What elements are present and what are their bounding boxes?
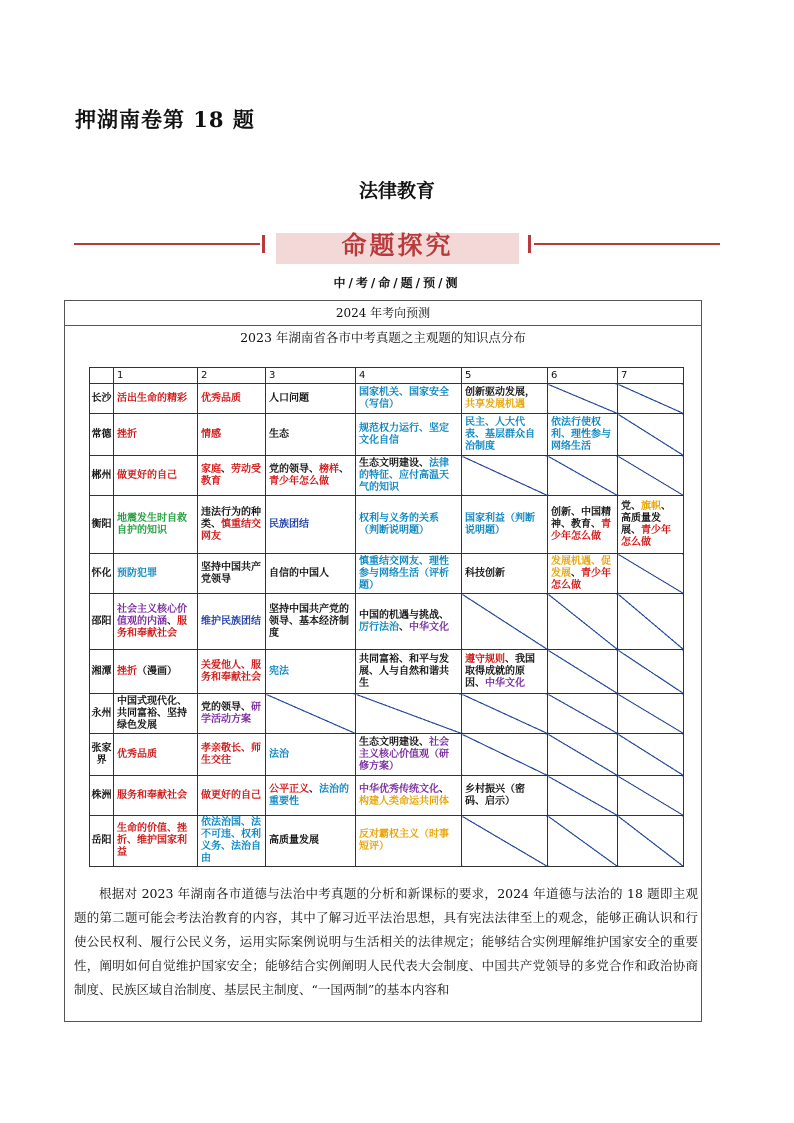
topic-cell (198, 734, 266, 776)
topic-cell (618, 496, 684, 554)
city-cell: 衡阳 (90, 496, 114, 554)
topic-cell (198, 594, 266, 650)
table-row (90, 456, 684, 496)
topic-text: 、 (439, 783, 449, 795)
topic-cell (266, 456, 356, 496)
topic-cell (356, 594, 462, 650)
topic-text: 做更好的自己 (117, 469, 177, 481)
column-header: 7 (618, 368, 684, 384)
topic-text: 中国的机遇与挑战、 (359, 609, 449, 621)
topic-text: 研学活动方案 (201, 701, 261, 725)
analysis-paragraph: 根据对 2023 年湖南各市道德与法治中考真题的分析和新课标的要求，2024 年道德与法治的 18 题即主观题的第二题可能会考法治教育的内容，其中了解习近平法治思想，具有宪法法律至上的观念，能够正确认识和行使公民权利、履行公民义务，运用实际案例说明与生活相关的法律规定；能够结合实例理解维护国家安全的重要性，阐明如何自觉维护国家安全；能够结合实例阐明人民代表大会制度、中国共产党领导的多党合作和政治协商制度、民族区域自治制度、基层民主制度、“一国两制”的基本内容和 (74, 886, 698, 997)
topic-text: 、我国取得成就的原因、 (465, 653, 535, 689)
table-row (90, 816, 684, 867)
topic-text: 预防犯罪 (117, 567, 157, 579)
topic-text: 公平正义 (269, 783, 309, 795)
empty-cell (462, 734, 548, 776)
topic-text: 青少年怎么做 (621, 524, 671, 548)
topic-text: 民主、人大代表、基层群众自治制度 (465, 416, 535, 452)
topic-text: 榜样 (319, 463, 339, 475)
topic-cell (198, 694, 266, 734)
topic-text: 情感 (201, 428, 221, 440)
topic-cell (114, 816, 198, 867)
empty-cell (548, 734, 618, 776)
topic-text: 服务和奉献社会 (117, 615, 187, 639)
topic-text: 优秀品质 (117, 748, 157, 760)
topic-text: 、 (399, 621, 409, 633)
topic-text: 人口问题 (269, 392, 309, 404)
table-row (90, 414, 684, 456)
column-header: 6 (548, 368, 618, 384)
topic-text: 构建人类命运共同体 (359, 795, 449, 807)
empty-cell (548, 694, 618, 734)
topic-text: 生态 (269, 428, 289, 440)
topic-text: 生态文明建设、 (359, 457, 429, 469)
topic-cell (114, 594, 198, 650)
city-cell: 怀化 (90, 554, 114, 594)
topic-text: 优秀品质 (201, 392, 241, 404)
empty-cell (618, 816, 684, 867)
topic-text: 科技创新 (465, 567, 505, 579)
topic-text: 青少年怎么做 (269, 475, 329, 487)
banner-tick-left (262, 235, 265, 253)
topic-cell (356, 496, 462, 554)
topic-cell (114, 734, 198, 776)
table-row (90, 496, 684, 554)
page-heading: 押湖南卷第 18 题 (75, 107, 255, 132)
column-header: 4 (356, 368, 462, 384)
topic-cell (266, 650, 356, 694)
topic-text: 、 (221, 463, 231, 475)
topic-text: 自信的中国人 (269, 567, 329, 579)
city-cell: 邵阳 (90, 594, 114, 650)
topic-text: 反对霸权主义（时事短评） (359, 829, 449, 852)
topic-cell (462, 650, 548, 694)
topic-text: 孝亲敬长、师生交往 (201, 742, 261, 766)
banner-line-left (74, 243, 260, 245)
topic-cell (462, 414, 548, 456)
empty-cell (356, 694, 462, 734)
topic-cell (198, 496, 266, 554)
empty-cell (618, 594, 684, 650)
topic-text: 中华优秀传统文化 (359, 783, 439, 795)
topic-text: 社会主义核心价值观的内涵 (117, 603, 187, 627)
topic-text: 慎重结交网友 (201, 518, 261, 542)
topic-text: 法律的特征、应付高温天气的知识 (359, 457, 449, 493)
city-cell: 永州 (90, 694, 114, 734)
city-cell: 岳阳 (90, 816, 114, 867)
topic-cell (266, 776, 356, 816)
column-header (90, 368, 114, 384)
topic-cell (198, 414, 266, 456)
topic-cell (114, 650, 198, 694)
topic-cell (114, 694, 198, 734)
empty-cell (618, 650, 684, 694)
topic-cell (114, 384, 198, 414)
topic-cell (356, 554, 462, 594)
topic-text: 党的领导、 (269, 463, 319, 475)
topic-cell (356, 816, 462, 867)
topic-text: 坚持中国共产党领导 (201, 561, 261, 585)
knowledge-distribution-table (89, 367, 684, 867)
topic-text: 、 (309, 783, 319, 795)
topic-text: 依法行使权利、理性参与网络生活 (551, 416, 611, 452)
empty-cell (618, 776, 684, 816)
topic-text: 中华文化 (485, 677, 525, 689)
empty-cell (266, 694, 356, 734)
topic-text: 活出生命的精彩 (117, 392, 187, 404)
topic-cell (114, 554, 198, 594)
table-row (90, 650, 684, 694)
topic-text: 生态文明建设、 (359, 736, 429, 748)
banner-tick-right (528, 235, 531, 253)
topic-cell (198, 816, 266, 867)
topic-text: 坚持中国共产党的领导、基本经济制度 (269, 603, 349, 639)
city-cell: 张家界 (90, 734, 114, 776)
box-title: 2024 年考向预测 (65, 301, 701, 326)
empty-cell (548, 776, 618, 816)
topic-text: 党的领导、 (201, 701, 251, 713)
empty-cell (548, 384, 618, 414)
topic-text: 国家机关、国家安全（写信） (359, 386, 449, 410)
topic-cell (266, 414, 356, 456)
topic-cell (462, 554, 548, 594)
topic-cell (266, 496, 356, 554)
topic-cell (266, 734, 356, 776)
empty-cell (462, 456, 548, 496)
topic-text: 家庭 (201, 463, 221, 475)
banner-title: 命题探究 (341, 231, 454, 260)
city-cell: 株洲 (90, 776, 114, 816)
topic-text: 生命的价值、挫折、维护国家利益 (117, 823, 187, 858)
topic-cell (356, 776, 462, 816)
topic-cell (462, 776, 548, 816)
section-banner (74, 230, 720, 264)
topic-text: 、 (571, 567, 581, 579)
topic-text: 规范权力运行、坚定文化自信 (359, 422, 449, 446)
topic-cell (266, 554, 356, 594)
empty-cell (618, 694, 684, 734)
subject-title: 法律教育 (358, 180, 435, 202)
topic-cell (462, 496, 548, 554)
topic-cell (266, 384, 356, 414)
topic-text: 依法治国、法不可违、权利义务、法治自由 (201, 817, 261, 864)
topic-text: 关爱他人、服务和奉献社会 (201, 659, 261, 683)
column-header: 5 (462, 368, 548, 384)
empty-cell (618, 384, 684, 414)
topic-text: 服务和奉献社会 (117, 789, 187, 801)
empty-cell (462, 816, 548, 867)
empty-cell (618, 734, 684, 776)
topic-text: 宪法 (269, 665, 289, 677)
empty-cell (548, 816, 618, 867)
topic-text: 地震发生时自救自护的知识 (117, 512, 187, 536)
topic-text: 劳动受教育 (201, 463, 261, 487)
topic-cell (198, 554, 266, 594)
table-row (90, 554, 684, 594)
column-header: 3 (266, 368, 356, 384)
topic-text: 乡村振兴（密码、启示） (465, 783, 525, 807)
topic-text: 、高质量发展、 (621, 500, 671, 536)
column-header: 1 (114, 368, 198, 384)
topic-text: 共享发展机遇 (465, 398, 525, 410)
topic-cell (356, 456, 462, 496)
topic-text: 厉行法治 (359, 621, 399, 633)
topic-text: 遵守规则 (465, 653, 505, 665)
topic-text: 维护民族团结 (201, 615, 261, 627)
topic-text: 做更好的自己 (201, 789, 261, 801)
banner-line-right (534, 243, 720, 245)
topic-text: （漫画） (137, 665, 177, 677)
topic-text: 法治 (269, 748, 289, 760)
topic-cell (266, 816, 356, 867)
prediction-label: 中/考/命/题/预/测 (333, 276, 461, 290)
topic-cell (356, 384, 462, 414)
city-cell: 长沙 (90, 384, 114, 414)
topic-cell (356, 650, 462, 694)
topic-cell (114, 456, 198, 496)
empty-cell (618, 456, 684, 496)
topic-cell (114, 496, 198, 554)
topic-text: 发展机遇、促发展 (551, 555, 611, 579)
topic-cell (198, 650, 266, 694)
city-cell: 郴州 (90, 456, 114, 496)
topic-cell (356, 734, 462, 776)
topic-cell (114, 776, 198, 816)
topic-text: 、 (167, 615, 177, 627)
topic-cell (548, 496, 618, 554)
topic-cell (548, 554, 618, 594)
topic-cell (114, 414, 198, 456)
empty-cell (548, 456, 618, 496)
topic-text: 创新、中国精神、教育、 (551, 506, 611, 530)
table-title: 2023 年湖南省各市中考真题之主观题的知识点分布 (240, 330, 526, 345)
table-row (90, 694, 684, 734)
topic-text: 共同富裕、和平与发展、人与自然和谐共生 (359, 653, 449, 689)
topic-text: 高质量发展 (269, 835, 319, 846)
topic-cell (198, 456, 266, 496)
topic-text: 中华文化 (409, 621, 449, 633)
topic-text: 权利与义务的关系（判断说明题） (359, 512, 439, 536)
topic-text: 慎重结交网友、理性参与网络生活（评析题） (359, 555, 449, 591)
empty-cell (618, 554, 684, 594)
empty-cell (462, 594, 548, 650)
topic-text: 青少年怎么做 (551, 567, 611, 591)
topic-text: 挫折 (117, 428, 137, 440)
topic-text: 法治的重要性 (269, 783, 349, 807)
topic-cell (266, 594, 356, 650)
topic-cell (356, 414, 462, 456)
topic-text: 违法行为的种类、 (201, 506, 261, 530)
topic-cell (462, 384, 548, 414)
column-header: 2 (198, 368, 266, 384)
table-row (90, 734, 684, 776)
city-cell: 湘潭 (90, 650, 114, 694)
topic-text: 民族团结 (269, 518, 309, 530)
city-cell: 常德 (90, 414, 114, 456)
topic-text: 挫折 (117, 665, 137, 677)
empty-cell (462, 694, 548, 734)
empty-cell (618, 414, 684, 456)
topic-text: 中国式现代化、共同富裕、坚持绿色发展 (117, 695, 187, 731)
table-row (90, 594, 684, 650)
empty-cell (548, 594, 618, 650)
table-header-row (90, 368, 684, 384)
table-row (90, 776, 684, 816)
topic-text: 国家利益（判断说明题） (465, 512, 535, 536)
topic-text: 、 (339, 463, 349, 475)
topic-text: 社会主义核心价值观（研修方案） (359, 736, 449, 772)
topic-text: 青少年怎么做 (551, 518, 611, 542)
topic-text: 旗帜 (641, 500, 661, 512)
topic-text: 创新驱动发展， (465, 386, 535, 398)
table-row (90, 384, 684, 414)
topic-cell (548, 414, 618, 456)
empty-cell (548, 650, 618, 694)
topic-cell (198, 384, 266, 414)
topic-cell (198, 776, 266, 816)
topic-text: 党、 (621, 500, 641, 512)
